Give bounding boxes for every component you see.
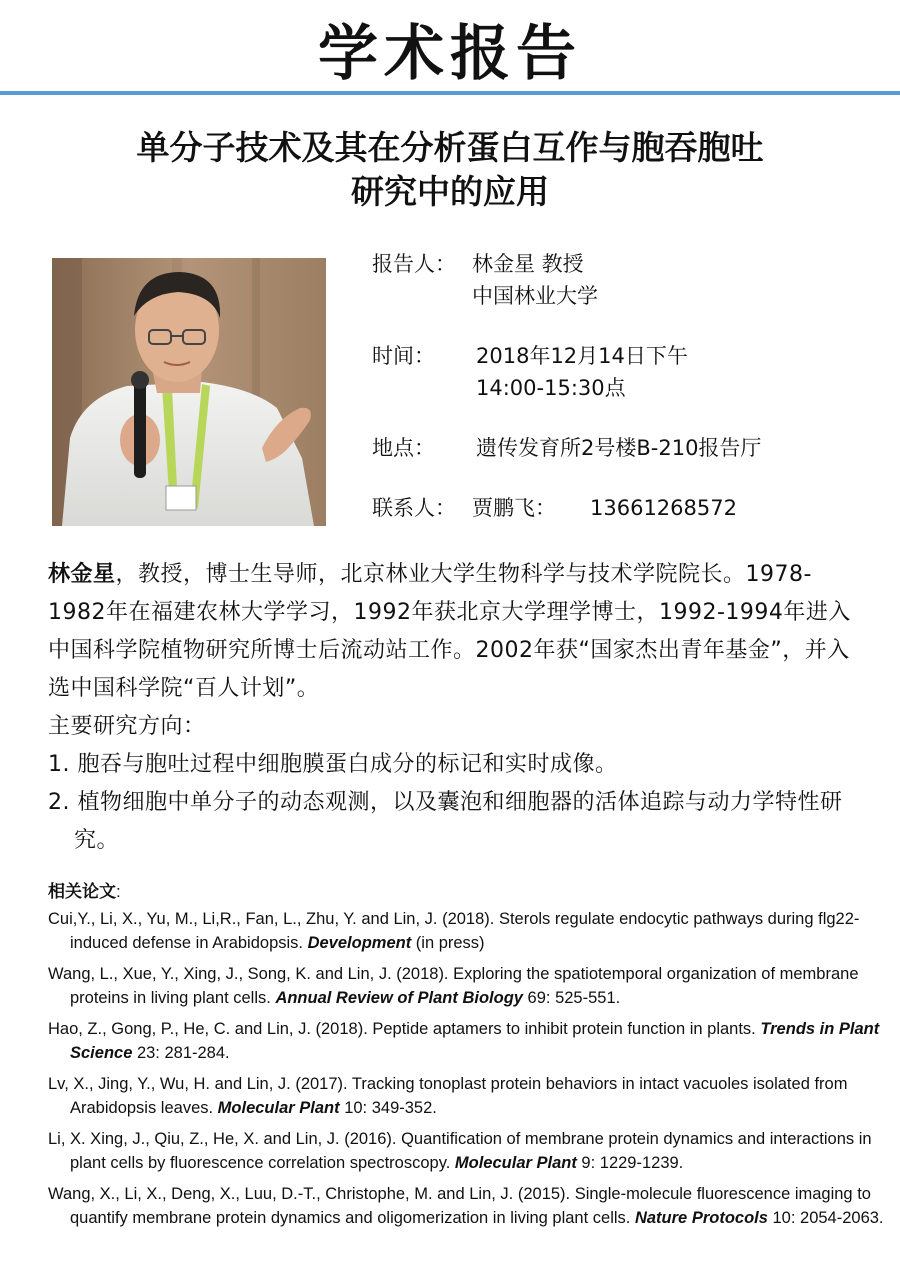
reference-volume: 10: 2054-2063. [767,1209,884,1227]
reference-journal: Annual Review of Plant Biology [275,989,523,1007]
research-item-2: 2. 植物细胞中单分子的动态观测，以及囊泡和细胞器的活体追踪与动力学特性研究。 [48,790,843,853]
references-heading-colon: : [116,882,121,901]
bio-name: 林金星 [48,562,116,587]
references [48,880,890,1237]
talk-title-line-1: 单分子技术及其在分析蛋白互作与胞吞胞吐 [136,128,764,167]
references-heading [48,880,890,905]
research-item-1: 1. 胞吞与胞吐过程中细胞膜蛋白成分的标记和实时成像。 [48,752,618,777]
contact-phone: 13661268572 [590,496,737,520]
reference-journal: Molecular Plant [217,1099,340,1117]
reference-item [48,1072,890,1121]
reference-item [48,1182,890,1231]
time-label: 时间： [372,344,435,368]
speaker-bio [48,556,868,860]
reference-volume: 9: 1229-1239. [576,1154,684,1172]
reference-authors-title: Wang, X., Li, X., Deng, X., Luu, D.-T., Christophe, M. and Lin, J. (2015). Single-molecule fluorescence imaging to quantify membrane protein dynamics and oligomerization in living plant cells. [48,1184,871,1227]
reference-authors-title: Li, X. Xing, J., Qiu, Z., He, X. and Lin, J. (2016). Quantification of membrane protein dynamics and interactions in plant cells by fluorescence correlation spectroscopy. [48,1129,872,1172]
contact-label: 联系人： [372,496,456,520]
speaker-info [372,248,584,280]
time-date: 2018年12月14日下午 [476,344,688,368]
contact-name: 贾鹏飞： [472,496,556,520]
reference-item [48,1127,890,1176]
reference-item [48,1017,890,1066]
time-info [372,340,688,372]
bio-paragraph [48,556,868,708]
speaker-affiliation: 中国林业大学 [472,284,598,308]
time-range: 14:00-15:30点 [476,376,626,400]
reference-journal: Trends in Plant Science [70,1019,880,1062]
reference-item [48,962,890,1011]
page-title: 学术报告 [318,19,582,89]
reference-item [48,907,890,956]
talk-title [0,126,900,214]
reference-volume: 23: 281-284. [132,1044,230,1062]
reference-journal: Nature Protocols [634,1209,768,1227]
talk-title-line-2: 研究中的应用 [351,172,549,211]
contact-info [372,492,737,524]
research-heading: 主要研究方向： [48,714,206,739]
reference-volume: 69: 525-551. [522,989,621,1007]
references-heading-text: 相关论文 [48,882,116,901]
location-value: 遗传发育所2号楼B-210报告厅 [476,436,762,460]
location-label: 地点： [372,436,435,460]
location-info [372,432,761,464]
reference-journal: Molecular Plant [454,1154,577,1172]
reference-volume: (in press) [411,934,485,952]
reference-authors-title: Lv, X., Jing, Y., Wu, H. and Lin, J. (2017). Tracking tonoplast protein behaviors in intact vacuoles isolated from Arabidopsis leaves. [48,1074,848,1117]
reference-authors-title: Hao, Z., Gong, P., He, C. and Lin, J. (2018). Peptide aptamers to inhibit protein function in plants. [48,1019,761,1038]
speaker-photo [52,258,326,526]
reference-volume: 10: 349-352. [339,1099,437,1117]
speaker-label: 报告人： [372,252,456,276]
reference-journal: Development [307,934,412,952]
reference-authors-title: Cui,Y., Li, X., Yu, M., Li,R., Fan, L., Zhu, Y. and Lin, J. (2018). Sterols regulate endocytic pathways during flg22-induced defense in Arabidopsis. [48,909,860,952]
header-divider [0,91,900,95]
speaker-photo-illustration [52,258,326,526]
speaker-name: 林金星 教授 [472,252,584,276]
bio-intro: ，教授，博士生导师，北京林业大学生物科学与技术学院院长。1978-1982年在福建农林大学学习，1992年获北京大学理学博士，1992-1994年进入中国科学院植物研究所博士后流动站工作。2002年获“国家杰出青年基金”，并入选中国科学院“百人计划”。 [48,562,851,701]
reference-authors-title: Wang, L., Xue, Y., Xing, J., Song, K. and Lin, J. (2018). Exploring the spatiotemporal organization of membrane proteins in living plant cells. [48,964,859,1007]
